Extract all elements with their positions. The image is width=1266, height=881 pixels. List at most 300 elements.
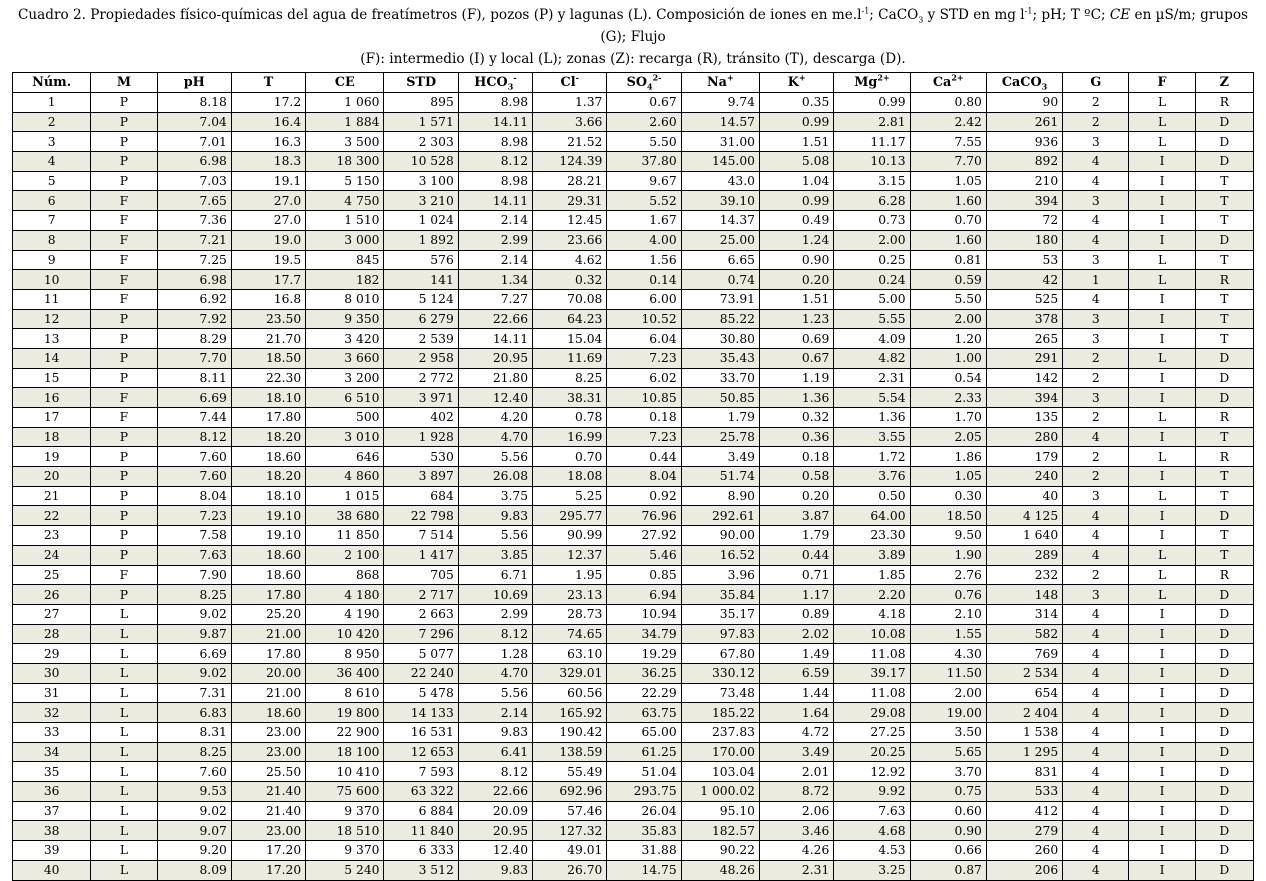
table-cell: 8 950 xyxy=(306,644,384,664)
table-cell: 936 xyxy=(986,132,1062,152)
table-cell: 3.25 xyxy=(834,860,910,880)
table-cell: 14 xyxy=(13,348,91,368)
table-cell: 19.29 xyxy=(607,644,681,664)
table-cell: 57.46 xyxy=(533,801,607,821)
table-row xyxy=(13,742,1254,762)
table-cell: 22.66 xyxy=(458,309,532,329)
table-row xyxy=(13,270,1254,290)
col-header-na: Na+ xyxy=(681,73,759,93)
table-cell: F xyxy=(91,250,157,270)
table-cell: 0.73 xyxy=(834,211,910,231)
table-cell: 4 750 xyxy=(306,191,384,211)
table-cell: 12.40 xyxy=(458,841,532,861)
table-cell: I xyxy=(1129,152,1195,172)
table-cell: 412 xyxy=(986,801,1062,821)
table-cell: P xyxy=(91,585,157,605)
table-cell: 1.36 xyxy=(759,388,833,408)
table-cell: R xyxy=(1195,93,1253,113)
table-cell: 9.02 xyxy=(157,801,231,821)
table-row xyxy=(13,841,1254,861)
table-cell: 3 210 xyxy=(384,191,458,211)
table-cell: D xyxy=(1195,604,1253,624)
table-cell: 0.81 xyxy=(910,250,986,270)
table-cell: I xyxy=(1129,171,1195,191)
table-cell: 23.13 xyxy=(533,585,607,605)
table-cell: 1 024 xyxy=(384,211,458,231)
table-cell: 20.95 xyxy=(458,821,532,841)
table-cell: 0.49 xyxy=(759,211,833,231)
table-cell: I xyxy=(1129,782,1195,802)
table-cell: 0.90 xyxy=(910,821,986,841)
table-cell: 2 xyxy=(13,112,91,132)
table-cell: 0.18 xyxy=(607,408,681,428)
table-cell: 51.04 xyxy=(607,762,681,782)
table-cell: 19.1 xyxy=(231,171,305,191)
table-row xyxy=(13,191,1254,211)
table-cell: 75 600 xyxy=(306,782,384,802)
table-cell: 14.37 xyxy=(681,211,759,231)
table-cell: 17.20 xyxy=(231,860,305,880)
table-cell: 14.11 xyxy=(458,329,532,349)
table-cell: 10.85 xyxy=(607,388,681,408)
table-cell: 25 xyxy=(13,565,91,585)
table-cell: 4 xyxy=(1063,427,1129,447)
table-cell: 17.20 xyxy=(231,841,305,861)
table-cell: 6.71 xyxy=(458,565,532,585)
col-header-ph: pH xyxy=(157,73,231,93)
table-cell: 11.17 xyxy=(834,132,910,152)
table-cell: 1.24 xyxy=(759,230,833,250)
table-cell: 23 xyxy=(13,526,91,546)
table-cell: 2 404 xyxy=(986,703,1062,723)
table-cell: 53 xyxy=(986,250,1062,270)
table-cell: 6.92 xyxy=(157,289,231,309)
table-cell: 295.77 xyxy=(533,506,607,526)
table-cell: 4 xyxy=(1063,604,1129,624)
table-cell: 7.60 xyxy=(157,447,231,467)
table-cell: 2 xyxy=(1063,93,1129,113)
table-cell: 576 xyxy=(384,250,458,270)
table-cell: 237.83 xyxy=(681,723,759,743)
table-cell: 1.85 xyxy=(834,565,910,585)
table-cell: 4.00 xyxy=(607,230,681,250)
table-cell: P xyxy=(91,368,157,388)
table-cell: 0.89 xyxy=(759,604,833,624)
table-cell: 13 xyxy=(13,329,91,349)
table-cell: L xyxy=(91,644,157,664)
table-cell: 51.74 xyxy=(681,467,759,487)
table-cell: P xyxy=(91,526,157,546)
table-cell: 34 xyxy=(13,742,91,762)
table-cell: 402 xyxy=(384,408,458,428)
table-cell: 182.57 xyxy=(681,821,759,841)
table-cell: D xyxy=(1195,703,1253,723)
table-cell: D xyxy=(1195,801,1253,821)
table-cell: 190.42 xyxy=(533,723,607,743)
table-cell: I xyxy=(1129,506,1195,526)
table-cell: 4 xyxy=(1063,860,1129,880)
table-cell: 4 190 xyxy=(306,604,384,624)
table-cell: 8.09 xyxy=(157,860,231,880)
table-cell: 64.00 xyxy=(834,506,910,526)
table-cell: D xyxy=(1195,860,1253,880)
table-cell: 582 xyxy=(986,624,1062,644)
table-cell: 138.59 xyxy=(533,742,607,762)
table-cell: 9.83 xyxy=(458,723,532,743)
table-row xyxy=(13,447,1254,467)
table-cell: 0.66 xyxy=(910,841,986,861)
table-cell: L xyxy=(91,703,157,723)
table-cell: 1 928 xyxy=(384,427,458,447)
table-cell: 5.54 xyxy=(834,388,910,408)
table-cell: 692.96 xyxy=(533,782,607,802)
table-row xyxy=(13,723,1254,743)
table-row xyxy=(13,152,1254,172)
table-cell: P xyxy=(91,467,157,487)
table-cell: 3.87 xyxy=(759,506,833,526)
table-cell: 0.25 xyxy=(834,250,910,270)
table-cell: 73.91 xyxy=(681,289,759,309)
table-caption xyxy=(0,0,1266,67)
table-cell: 5 xyxy=(13,171,91,191)
table-cell: 4.62 xyxy=(533,250,607,270)
table-cell: 831 xyxy=(986,762,1062,782)
table-cell: 90.99 xyxy=(533,526,607,546)
table-cell: 2.05 xyxy=(910,427,986,447)
table-cell: 27.25 xyxy=(834,723,910,743)
table-cell: 654 xyxy=(986,683,1062,703)
table-cell: 8.98 xyxy=(458,132,532,152)
table-cell: 97.83 xyxy=(681,624,759,644)
table-cell: I xyxy=(1129,801,1195,821)
table-cell: 2 100 xyxy=(306,545,384,565)
table-cell: 0.18 xyxy=(759,447,833,467)
table-cell: 9.02 xyxy=(157,604,231,624)
table-cell: 4 xyxy=(1063,762,1129,782)
table-cell: D xyxy=(1195,683,1253,703)
table-cell: 179 xyxy=(986,447,1062,467)
table-row xyxy=(13,467,1254,487)
table-row xyxy=(13,860,1254,880)
table-cell: P xyxy=(91,93,157,113)
table-cell: 0.20 xyxy=(759,270,833,290)
table-cell: I xyxy=(1129,683,1195,703)
table-cell: 6.69 xyxy=(157,644,231,664)
table-cell: 9.53 xyxy=(157,782,231,802)
table-cell: 2.76 xyxy=(910,565,986,585)
table-cell: 170.00 xyxy=(681,742,759,762)
table-cell: 2 958 xyxy=(384,348,458,368)
table-cell: 291 xyxy=(986,348,1062,368)
table-row xyxy=(13,762,1254,782)
table-cell: 19.5 xyxy=(231,250,305,270)
table-cell: 35.17 xyxy=(681,604,759,624)
table-cell: 8.31 xyxy=(157,723,231,743)
table-cell: 4.72 xyxy=(759,723,833,743)
table-cell: 6.65 xyxy=(681,250,759,270)
table-cell: 21.40 xyxy=(231,782,305,802)
table-cell: 23.00 xyxy=(231,821,305,841)
table-cell: 1.44 xyxy=(759,683,833,703)
table-cell: 8.25 xyxy=(157,742,231,762)
table-cell: 705 xyxy=(384,565,458,585)
table-cell: 2.14 xyxy=(458,250,532,270)
table-cell: 9.92 xyxy=(834,782,910,802)
table-cell: T xyxy=(1195,329,1253,349)
table-cell: D xyxy=(1195,762,1253,782)
table-cell: 90 xyxy=(986,93,1062,113)
table-cell: 6 884 xyxy=(384,801,458,821)
table-cell: 3.75 xyxy=(458,486,532,506)
table-cell: L xyxy=(91,723,157,743)
table-cell: R xyxy=(1195,565,1253,585)
table-cell: T xyxy=(1195,211,1253,231)
table-cell: 18.3 xyxy=(231,152,305,172)
table-cell: 3.96 xyxy=(681,565,759,585)
table-row xyxy=(13,309,1254,329)
table-cell: 24 xyxy=(13,545,91,565)
table-row xyxy=(13,545,1254,565)
table-cell: 18.60 xyxy=(231,703,305,723)
table-cell: 20 xyxy=(13,467,91,487)
table-cell: 18.60 xyxy=(231,545,305,565)
table-cell: 17.2 xyxy=(231,93,305,113)
table-cell: 18.10 xyxy=(231,486,305,506)
table-cell: 6.02 xyxy=(607,368,681,388)
table-cell: D xyxy=(1195,348,1253,368)
table-row xyxy=(13,644,1254,664)
table-cell: 265 xyxy=(986,329,1062,349)
table-cell: I xyxy=(1129,309,1195,329)
table-cell: 2.01 xyxy=(759,762,833,782)
table-cell: 530 xyxy=(384,447,458,467)
table-cell: 8.29 xyxy=(157,329,231,349)
table-cell: 330.12 xyxy=(681,663,759,683)
table-cell: L xyxy=(91,683,157,703)
table-cell: 2.20 xyxy=(834,585,910,605)
table-cell: 7.36 xyxy=(157,211,231,231)
table-cell: 65.00 xyxy=(607,723,681,743)
table-cell: 4 xyxy=(1063,663,1129,683)
table-cell: 21.70 xyxy=(231,329,305,349)
table-cell: 11 840 xyxy=(384,821,458,841)
table-cell: 39.10 xyxy=(681,191,759,211)
table-cell: 5 150 xyxy=(306,171,384,191)
table-cell: 4 125 xyxy=(986,506,1062,526)
table-cell: 210 xyxy=(986,171,1062,191)
table-cell: 0.85 xyxy=(607,565,681,585)
table-cell: 4 xyxy=(1063,703,1129,723)
table-cell: 6 xyxy=(13,191,91,211)
table-cell: L xyxy=(91,801,157,821)
table-cell: 378 xyxy=(986,309,1062,329)
water-properties-table xyxy=(12,72,1254,881)
col-header-ce: CE xyxy=(306,73,384,93)
table-cell: 769 xyxy=(986,644,1062,664)
table-cell: 8.12 xyxy=(157,427,231,447)
table-cell: 49.01 xyxy=(533,841,607,861)
table-cell: 142 xyxy=(986,368,1062,388)
table-cell: 40 xyxy=(13,860,91,880)
table-cell: 7.25 xyxy=(157,250,231,270)
table-cell: 1.79 xyxy=(759,526,833,546)
table-cell: 4 xyxy=(1063,821,1129,841)
table-cell: 0.30 xyxy=(910,486,986,506)
table-cell: 33 xyxy=(13,723,91,743)
table-cell: L xyxy=(91,663,157,683)
table-cell: 22 240 xyxy=(384,663,458,683)
table-cell: 8.04 xyxy=(607,467,681,487)
table-cell: 9.74 xyxy=(681,93,759,113)
table-cell: L xyxy=(1129,270,1195,290)
table-cell: 90.22 xyxy=(681,841,759,861)
table-cell: 5 077 xyxy=(384,644,458,664)
table-cell: L xyxy=(91,762,157,782)
table-cell: 1.55 xyxy=(910,624,986,644)
table-cell: 6.98 xyxy=(157,270,231,290)
table-row xyxy=(13,624,1254,644)
table-cell: 5.52 xyxy=(607,191,681,211)
table-cell: 9.50 xyxy=(910,526,986,546)
table-row xyxy=(13,565,1254,585)
table-cell: 394 xyxy=(986,191,1062,211)
table-cell: 4.68 xyxy=(834,821,910,841)
table-cell: 0.60 xyxy=(910,801,986,821)
table-cell: 1.05 xyxy=(910,171,986,191)
col-header-z: Z xyxy=(1195,73,1253,93)
table-cell: 2 xyxy=(1063,467,1129,487)
table-cell: I xyxy=(1129,526,1195,546)
table-cell: F xyxy=(91,230,157,250)
table-cell: 4 xyxy=(1063,742,1129,762)
table-cell: F xyxy=(91,408,157,428)
table-cell: 23.00 xyxy=(231,742,305,762)
table-cell: 43.0 xyxy=(681,171,759,191)
table-cell: 0.99 xyxy=(834,93,910,113)
table-cell: T xyxy=(1195,427,1253,447)
table-cell: 25.20 xyxy=(231,604,305,624)
table-cell: 0.70 xyxy=(533,447,607,467)
table-cell: P xyxy=(91,171,157,191)
table-cell: I xyxy=(1129,742,1195,762)
table-cell: 11.69 xyxy=(533,348,607,368)
table-cell: 3 xyxy=(13,132,91,152)
table-cell: I xyxy=(1129,821,1195,841)
table-row xyxy=(13,348,1254,368)
table-cell: R xyxy=(1195,270,1253,290)
table-cell: T xyxy=(1195,191,1253,211)
table-cell: 32 xyxy=(13,703,91,723)
table-cell: 3 xyxy=(1063,250,1129,270)
table-cell: 17 xyxy=(13,408,91,428)
table-cell: P xyxy=(91,132,157,152)
table-cell: 5 240 xyxy=(306,860,384,880)
table-cell: 2.31 xyxy=(834,368,910,388)
table-cell: 1.90 xyxy=(910,545,986,565)
table-cell: 6.04 xyxy=(607,329,681,349)
table-cell: 845 xyxy=(306,250,384,270)
table-row xyxy=(13,782,1254,802)
table-cell: 16 531 xyxy=(384,723,458,743)
table-cell: T xyxy=(1195,526,1253,546)
table-row xyxy=(13,408,1254,428)
table-row xyxy=(13,250,1254,270)
table-cell: L xyxy=(1129,447,1195,467)
table-cell: 0.14 xyxy=(607,270,681,290)
table-cell: 4 xyxy=(1063,506,1129,526)
table-cell: 16.99 xyxy=(533,427,607,447)
table-cell: 0.44 xyxy=(607,447,681,467)
table-cell: 18.20 xyxy=(231,427,305,447)
table-cell: 4.70 xyxy=(458,663,532,683)
table-cell: 7 514 xyxy=(384,526,458,546)
table-cell: 26.04 xyxy=(607,801,681,821)
table-cell: 5.25 xyxy=(533,486,607,506)
table-cell: 3 xyxy=(1063,191,1129,211)
table-cell: L xyxy=(91,742,157,762)
table-cell: 29.08 xyxy=(834,703,910,723)
table-cell: D xyxy=(1195,821,1253,841)
table-cell: 3.15 xyxy=(834,171,910,191)
table-cell: 1.00 xyxy=(910,348,986,368)
table-cell: 10 xyxy=(13,270,91,290)
table-cell: 8.11 xyxy=(157,368,231,388)
table-cell: 5.50 xyxy=(607,132,681,152)
table-cell: 35.84 xyxy=(681,585,759,605)
table-cell: 7.70 xyxy=(910,152,986,172)
table-cell: 0.75 xyxy=(910,782,986,802)
table-cell: 7 xyxy=(13,211,91,231)
table-cell: 4 xyxy=(1063,526,1129,546)
table-cell: I xyxy=(1129,230,1195,250)
table-row xyxy=(13,801,1254,821)
table-cell: 18 510 xyxy=(306,821,384,841)
table-cell: 2.99 xyxy=(458,604,532,624)
table-cell: 19.0 xyxy=(231,230,305,250)
table-cell: 42 xyxy=(986,270,1062,290)
table-cell: 5.00 xyxy=(834,289,910,309)
table-cell: 1.37 xyxy=(533,93,607,113)
table-cell: 127.32 xyxy=(533,821,607,841)
table-row xyxy=(13,388,1254,408)
table-cell: 19.10 xyxy=(231,526,305,546)
table-cell: 0.20 xyxy=(759,486,833,506)
table-cell: 14 133 xyxy=(384,703,458,723)
table-cell: 85.22 xyxy=(681,309,759,329)
table-cell: 4 xyxy=(1063,624,1129,644)
table-cell: 40 xyxy=(986,486,1062,506)
table-cell: 18.08 xyxy=(533,467,607,487)
table-cell: 14.11 xyxy=(458,191,532,211)
table-cell: 18.10 xyxy=(231,388,305,408)
table-cell: 3 660 xyxy=(306,348,384,368)
table-cell: 2.14 xyxy=(458,703,532,723)
table-cell: 23.66 xyxy=(533,230,607,250)
table-cell: 12.92 xyxy=(834,762,910,782)
table-cell: 1.86 xyxy=(910,447,986,467)
table-row xyxy=(13,112,1254,132)
table-cell: 8 xyxy=(13,230,91,250)
table-cell: 2 xyxy=(1063,408,1129,428)
table-cell: 9.07 xyxy=(157,821,231,841)
table-cell: L xyxy=(1129,132,1195,152)
table-cell: 6.00 xyxy=(607,289,681,309)
table-cell: 4.09 xyxy=(834,329,910,349)
table-cell: 7.90 xyxy=(157,565,231,585)
table-cell: 6 279 xyxy=(384,309,458,329)
table-cell: 16 xyxy=(13,388,91,408)
table-cell: 9.83 xyxy=(458,506,532,526)
